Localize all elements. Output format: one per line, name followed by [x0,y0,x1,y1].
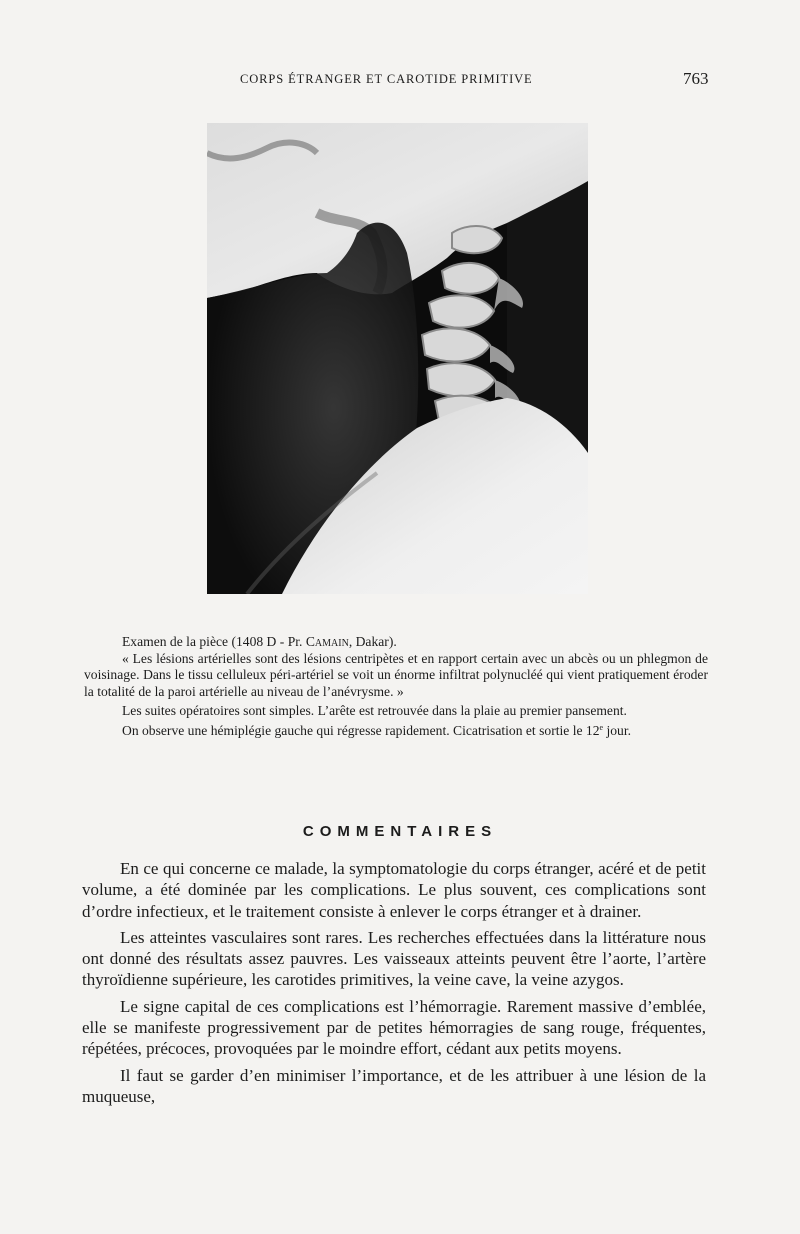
running-title: CORPS ÉTRANGER ET CAROTIDE PRIMITIVE [240,72,533,86]
caption-exam-suffix: , Dakar). [348,634,397,649]
page-number: 763 [683,69,709,88]
caption-outcome-after: jour. [603,722,632,738]
caption-exam-prefix: Examen de la pièce (1408 D - Pr. [122,634,306,649]
caption-outcome [84,723,708,740]
caption-quote: « Les lésions artérielles sont des lésions centripètes et en rapport certain avec un abcès ou un phlegmon de voisinage. Dans le tissu celluleux péri-artériel se voit un énorme infiltrat polynucléé qui vient pratiquement éroder la totalité de la paroi artérielle au niveau de l’anévrysme. » [84,650,708,699]
caption-outcome-before: On observe une hémiplégie gauche qui régresse rapidement. Cicatrisation et sortie le 12 [122,722,600,738]
body-paragraph: Le signe capital de ces complications est l’hémorragie. Rarement massive d’emblée, elle se manifeste progressivement par de petites hémorragies de sang rouge, fréquentes, répétées, précoces, provoquées par le moindre effort, cédant aux petits moyens. [82,996,706,1059]
running-head [0,69,800,92]
figure-caption [84,634,708,743]
caption-exam-author: Camain [305,634,349,649]
caption-exam-line [84,634,708,651]
body-paragraph: En ce qui concerne ce malade, la symptomatologie du corps étranger, acéré et de petit volume, a été dominée par les complications. Le plus souvent, ces complications sont d’ordre infectieux, et le traitement consiste à enlever le corps étranger et à drainer. [82,859,706,921]
radiograph-figure [207,123,588,594]
radiograph-image [207,123,588,594]
caption-outcome-superscript: e [599,722,604,732]
section-heading: COMMENTAIRES [302,823,498,840]
body-paragraph: Les atteintes vasculaires sont rares. Les recherches effectuées dans la littérature nous ont donné des résultats assez pauvres. Les vaisseaux atteints peuvent être l’aorte, l’artère thyroïdienne supérieure, les carotides primitives, la veine cave, la veine azygos. [82,927,706,990]
body-paragraph: Il faut se garder d’en minimiser l’importance, et de les attribuer à une lésion de la muqueuse, [82,1065,706,1106]
body-text [82,858,706,1112]
caption-postop: Les suites opératoires sont simples. L’arête est retrouvée dans la plaie au premier pansement. [122,703,627,719]
